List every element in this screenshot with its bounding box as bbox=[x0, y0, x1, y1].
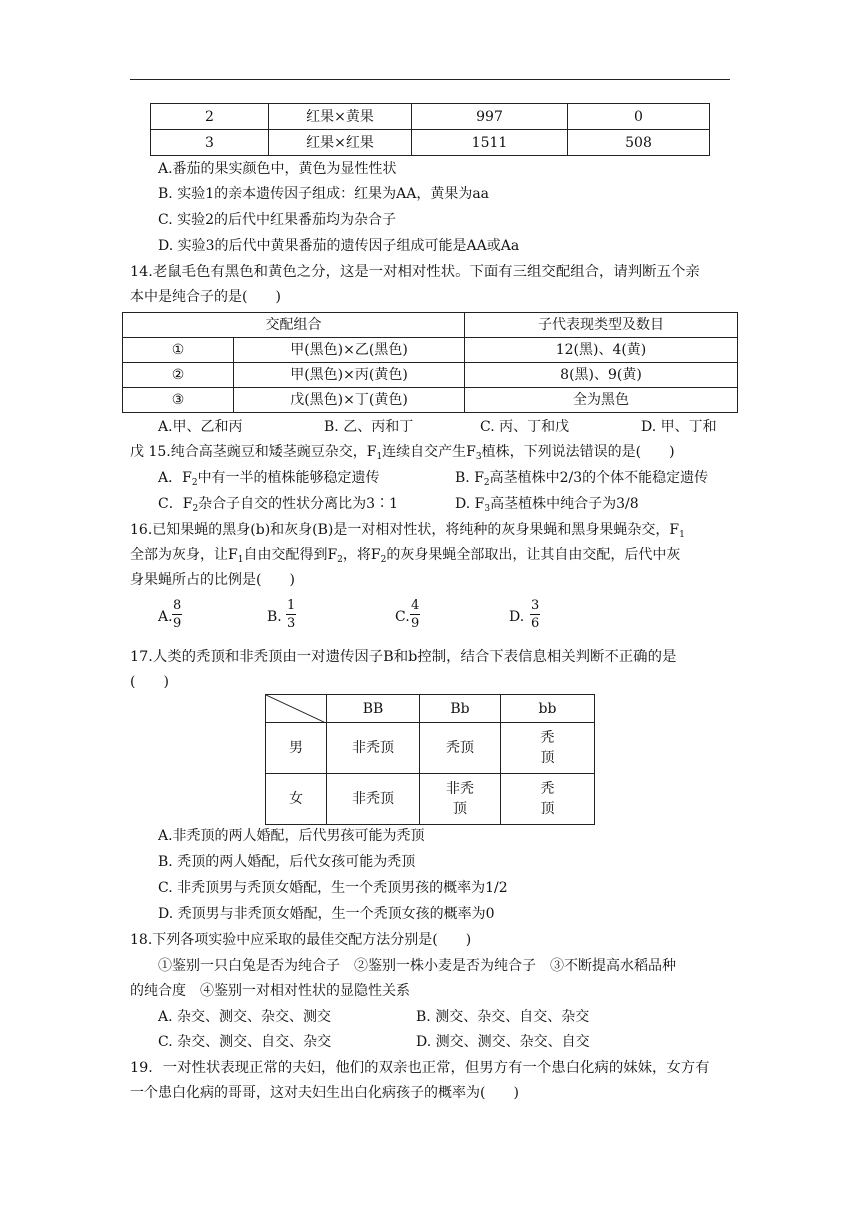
table-cell: ② bbox=[123, 363, 234, 388]
table-header: Bb bbox=[420, 695, 501, 723]
q16-stem-cont: 全部为灰身，让$F_1$自由交配得到$F_2$，将$F_2$的灰身果蝇全部取出，让其自由交配，后代中灰 bbox=[130, 547, 681, 565]
table-row bbox=[266, 774, 595, 825]
q15-option-d: D. $F_3$高茎植株中纯合子为3/8 bbox=[455, 496, 639, 514]
table-header: 子代表现类型及数目 bbox=[465, 313, 738, 338]
q18-option-a: A. 杂交、测交、杂交、测交 bbox=[158, 1009, 332, 1025]
q16-option-c-fraction: $\frac{4}{9}$ bbox=[411, 598, 420, 631]
table-cell: ③ bbox=[123, 388, 234, 413]
q18-items: ①鉴别一只白兔是否为纯合子 ②鉴别一株小麦是否为纯合子 ③不断提高水稻品种 bbox=[158, 958, 676, 974]
q16-stem-end: 身果蝇所占的比例是( ) bbox=[130, 572, 295, 588]
table-header: BB bbox=[327, 695, 420, 723]
diagonal-line bbox=[266, 695, 326, 723]
table-cell: 0 bbox=[568, 104, 710, 130]
table-row bbox=[266, 723, 595, 774]
q15-stem: 戊 15.纯合高茎豌豆和矮茎豌豆杂交，$F_1$连续自交产生$F_3$植株，下列说法错误的是( ) bbox=[130, 444, 675, 462]
table-cell: 1511 bbox=[412, 130, 568, 156]
q18-option-d: D. 测交、测交、杂交、自交 bbox=[416, 1034, 590, 1050]
table-cell: 8(黑)、9(黄) bbox=[465, 363, 738, 388]
q18-stem: 18.下列各项实验中应采取的最佳交配方法分别是( ) bbox=[130, 932, 472, 948]
q14-stem-cont: 本中是纯合子的是( ) bbox=[130, 289, 281, 305]
q17-option-c: C. 非秃顶男与秃顶女婚配，生一个秃顶男孩的概率为1/2 bbox=[158, 880, 508, 896]
table-header: bb bbox=[501, 695, 595, 723]
experiment-table bbox=[150, 103, 710, 156]
table-row bbox=[151, 104, 710, 130]
table-cell: 秃 顶 bbox=[501, 774, 595, 825]
header-rule bbox=[130, 79, 730, 80]
q17-stem-cont: ( ) bbox=[130, 674, 169, 690]
q16-option-a-label: A. bbox=[158, 609, 173, 625]
q13-option-d: D. 实验3的后代中黄果番茄的遗传因子组成可能是AA或Aa bbox=[158, 238, 520, 254]
table-header: 交配组合 bbox=[123, 313, 465, 338]
table-cell: 秃顶 bbox=[420, 723, 501, 774]
q17-option-a: A.非秃顶的两人婚配，后代男孩可能为秃顶 bbox=[158, 828, 425, 844]
q14-option-d-cont: 戊 bbox=[130, 444, 144, 460]
q15-option-c: C．$F_2$杂合子自交的性状分离比为3∶1 bbox=[158, 496, 398, 514]
q18-option-b: B. 测交、杂交、自交、杂交 bbox=[416, 1009, 590, 1025]
table-cell: 红果×黄果 bbox=[269, 104, 412, 130]
q15-option-a: A．$F_2$中有一半的植株能够稳定遗传 bbox=[158, 470, 380, 488]
q14-option-b: B. 乙、丙和丁 bbox=[324, 419, 414, 435]
q13-option-c: C. 实验2的后代中红果番茄均为杂合子 bbox=[158, 212, 397, 228]
q16-option-a-fraction: $\frac{8}{9}$ bbox=[173, 598, 182, 631]
table-cell: 非秃 顶 bbox=[420, 774, 501, 825]
q15-option-b: B. $F_2$高茎植株中2/3的个体不能稳定遗传 bbox=[455, 470, 709, 488]
q16-stem: 16.已知果蝇的黑身(b)和灰身(B)是一对相对性状，将纯种的灰身果蝇和黑身果蝇杂交，$F_1$ bbox=[130, 522, 685, 540]
table-row bbox=[123, 313, 738, 338]
baldness-table bbox=[265, 694, 595, 825]
row-label-female: 女 bbox=[266, 774, 327, 825]
table-row bbox=[123, 388, 738, 413]
table-cell: 非秃顶 bbox=[327, 774, 420, 825]
q19-stem-cont: 一个患白化病的哥哥，这对夫妇生出白化病孩子的概率为( ) bbox=[130, 1085, 519, 1101]
q16-option-b-label: B. bbox=[267, 609, 282, 625]
table-cell: 508 bbox=[568, 130, 710, 156]
table-cell: 12(黑)、4(黄) bbox=[465, 338, 738, 363]
table-cell: 秃 顶 bbox=[501, 723, 595, 774]
table-cell: 2 bbox=[151, 104, 269, 130]
q16-option-c-label: C. bbox=[395, 609, 410, 625]
mating-table bbox=[122, 312, 738, 413]
table-cell: ① bbox=[123, 338, 234, 363]
q17-option-b: B. 秃顶的两人婚配，后代女孩可能为秃顶 bbox=[158, 854, 416, 870]
row-label-male: 男 bbox=[266, 723, 327, 774]
table-row bbox=[123, 363, 738, 388]
q17-stem: 17.人类的秃顶和非秃顶由一对遗传因子B和b控制，结合下表信息相关判断不正确的是 bbox=[130, 649, 677, 665]
table-cell: 甲(黑色)×丙(黄色) bbox=[234, 363, 465, 388]
table-cell: 甲(黑色)×乙(黑色) bbox=[234, 338, 465, 363]
q14-option-d: D. 甲、丁和 bbox=[641, 419, 717, 435]
q18-option-c: C. 杂交、测交、自交、杂交 bbox=[158, 1034, 332, 1050]
table-cell: 997 bbox=[412, 104, 568, 130]
q14-option-a: A.甲、乙和丙 bbox=[158, 419, 243, 435]
table-cell: 红果×红果 bbox=[269, 130, 412, 156]
table-cell: 非秃顶 bbox=[327, 723, 420, 774]
q14-stem: 14.老鼠毛色有黑色和黄色之分，这是一对相对性状。下面有三组交配组合，请判断五个亲 bbox=[130, 264, 700, 280]
q16-option-d-fraction: $\frac{3}{6}$ bbox=[531, 598, 540, 631]
table-cell: 3 bbox=[151, 130, 269, 156]
q19-stem: 19．一对性状表现正常的夫妇，他们的双亲也正常，但男方有一个患白化病的妹妹，女方有 bbox=[130, 1060, 710, 1076]
table-row bbox=[151, 130, 710, 156]
q16-option-d-label: D. bbox=[509, 609, 525, 625]
q16-option-b-fraction: $\frac{1}{3}$ bbox=[287, 598, 296, 631]
q13-option-a: A.番茄的果实颜色中，黄色为显性性状 bbox=[158, 161, 397, 177]
table-cell: 全为黑色 bbox=[465, 388, 738, 413]
table-row bbox=[123, 338, 738, 363]
q18-items-cont: 的纯合度 ④鉴别一对相对性状的显隐性关系 bbox=[130, 983, 410, 999]
table-row bbox=[266, 695, 595, 723]
q17-option-d: D. 秃顶男与非秃顶女婚配，生一个秃顶女孩的概率为0 bbox=[158, 906, 495, 922]
q14-option-c: C. 丙、丁和戊 bbox=[480, 419, 570, 435]
table-cell: 戊(黑色)×丁(黄色) bbox=[234, 388, 465, 413]
q13-option-b: B. 实验1的亲本遗传因子组成：红果为AA，黄果为aa bbox=[158, 186, 490, 202]
diagonal-header-cell bbox=[266, 695, 327, 723]
